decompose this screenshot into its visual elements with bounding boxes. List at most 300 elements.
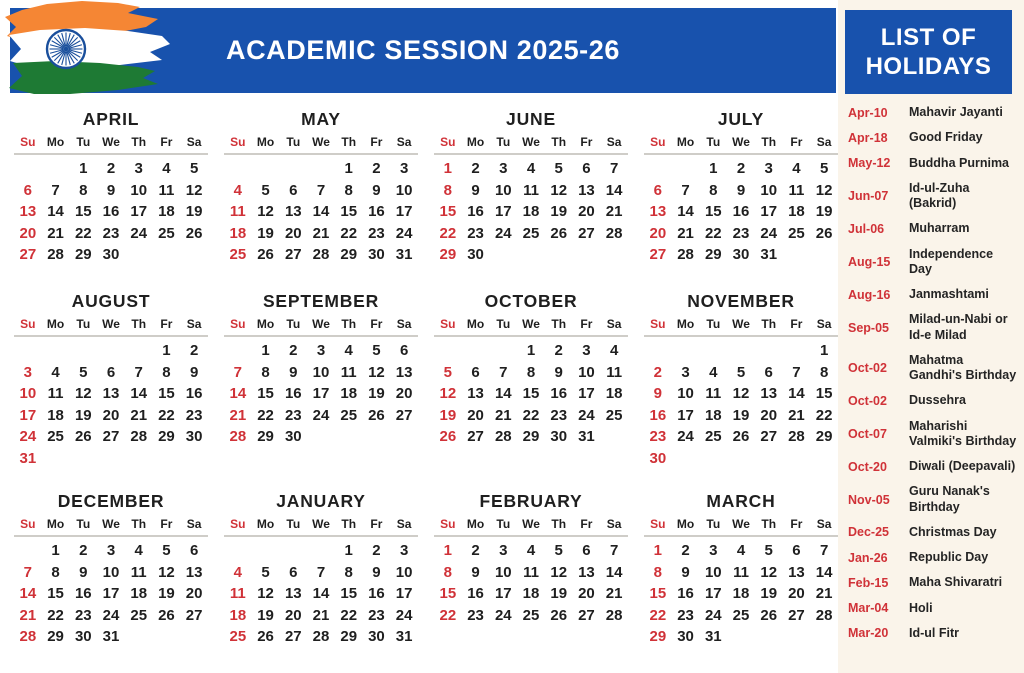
day-cell: 20 <box>649 224 667 242</box>
holiday-name: Buddha Purnima <box>909 155 1010 170</box>
month-calendar <box>428 282 634 482</box>
day-cell: 10 <box>494 563 512 581</box>
day-cell: 28 <box>19 628 37 646</box>
weekday-label: We <box>312 517 330 531</box>
day-cell: 19 <box>732 406 750 424</box>
day-cell: 28 <box>130 428 148 446</box>
day-cell: 13 <box>284 203 302 221</box>
day-cell: 25 <box>522 606 540 624</box>
month-title: APRIL <box>82 109 140 129</box>
empty-day-cell <box>14 158 42 180</box>
day-cell: 13 <box>788 563 805 581</box>
day-cell: 29 <box>74 246 92 264</box>
weekday-label: Mo <box>46 317 65 331</box>
holiday-date: Feb-15 <box>848 575 889 590</box>
day-cell: 23 <box>185 406 203 424</box>
weekday-label: Su <box>230 317 246 331</box>
day-cell: 24 <box>19 428 37 446</box>
month-calendar <box>638 482 844 648</box>
day-cell: 11 <box>340 363 357 381</box>
weekday-label: Su <box>650 135 666 149</box>
day-cell: 14 <box>494 385 512 403</box>
holiday-name: Independence Day <box>909 246 994 276</box>
day-cell: 24 <box>130 224 148 242</box>
weekday-label: Tu <box>496 135 511 149</box>
month-calendar <box>218 282 424 482</box>
day-cell: 12 <box>760 563 778 581</box>
day-cell: 20 <box>788 585 805 603</box>
month-calendar <box>8 482 214 648</box>
day-cell: 24 <box>578 406 595 424</box>
holiday-row <box>848 156 1019 171</box>
day-cell: 11 <box>606 363 623 381</box>
flag-white-stroke <box>9 28 170 68</box>
day-cell: 3 <box>582 342 591 360</box>
day-cell: 14 <box>130 385 148 403</box>
day-cell: 27 <box>760 428 778 446</box>
day-cell: 31 <box>704 628 722 646</box>
day-cell: 21 <box>494 406 512 424</box>
month-title: FEBRUARY <box>479 491 583 511</box>
day-cell: 20 <box>578 203 595 221</box>
day-cell: 3 <box>106 542 116 560</box>
day-cell: 26 <box>815 224 833 242</box>
day-cell: 22 <box>439 606 457 624</box>
holiday-row <box>848 575 1019 590</box>
day-cell: 31 <box>395 628 413 646</box>
day-cell: 17 <box>494 585 512 603</box>
day-cell: 17 <box>102 585 120 603</box>
empty-day-cell <box>644 340 672 362</box>
day-cell: 18 <box>130 585 148 603</box>
day-cell: 19 <box>815 203 833 221</box>
weekday-label: We <box>732 517 750 531</box>
month-title: JANUARY <box>276 491 366 511</box>
day-cell: 5 <box>819 160 829 178</box>
day-cell: 14 <box>605 181 623 199</box>
holiday-row <box>848 105 1019 120</box>
day-cell: 17 <box>677 406 694 424</box>
empty-day-cell <box>42 158 70 180</box>
weekday-row <box>644 317 838 337</box>
weekday-label: Sa <box>606 517 622 531</box>
weekday-label: Su <box>20 135 36 149</box>
day-cell: 11 <box>523 563 539 581</box>
day-cell: 21 <box>19 606 37 624</box>
weekday-label: Fr <box>790 317 803 331</box>
weekday-row <box>14 135 208 155</box>
holiday-name: Maha Shivaratri <box>909 575 1003 590</box>
day-cell: 31 <box>578 428 595 446</box>
holiday-name: Dussehra <box>909 393 966 408</box>
day-cell: 30 <box>185 428 203 446</box>
day-cell: 13 <box>284 585 302 603</box>
weekday-label: Th <box>761 135 777 149</box>
day-cell: 30 <box>732 246 750 264</box>
day-cell: 19 <box>158 585 175 603</box>
month-title: MAY <box>301 109 341 129</box>
day-cell: 26 <box>158 606 175 624</box>
holiday-row <box>848 525 1019 540</box>
day-cell: 18 <box>158 203 175 221</box>
day-cell: 5 <box>736 363 746 381</box>
empty-day-cell <box>14 540 42 562</box>
holiday-name: Christmas Day <box>909 524 997 539</box>
day-cell: 12 <box>550 563 568 581</box>
weekday-label: Mo <box>256 135 275 149</box>
weekday-label: Sa <box>396 135 412 149</box>
day-cell: 25 <box>47 428 64 446</box>
holiday-name: Id-ul Fitr <box>909 625 959 640</box>
day-cell: 23 <box>284 406 302 424</box>
empty-day-cell <box>434 340 462 362</box>
weekday-label: We <box>732 317 750 331</box>
day-cell: 2 <box>289 342 298 360</box>
day-cell: 20 <box>19 224 37 242</box>
weekday-label: We <box>102 135 120 149</box>
day-cell: 28 <box>605 224 623 242</box>
day-cell: 14 <box>19 585 37 603</box>
empty-day-cell <box>42 340 70 362</box>
holiday-name: Milad-un-Nabi or Id-e Milad <box>909 312 1008 342</box>
empty-day-cell <box>14 340 42 362</box>
weekday-label: Th <box>341 135 357 149</box>
weekday-label: Mo <box>256 517 275 531</box>
holiday-date: Dec-25 <box>848 525 889 540</box>
day-cell: 1 <box>79 160 88 178</box>
day-cell: 26 <box>257 246 274 264</box>
day-cell: 7 <box>499 363 508 381</box>
weekday-label: Sa <box>186 317 202 331</box>
weekday-label: Su <box>440 517 456 531</box>
day-cell: 8 <box>51 563 60 581</box>
holidays-title-line1: LIST OF <box>880 23 977 51</box>
day-cell: 25 <box>340 406 358 424</box>
day-cell: 1 <box>261 342 270 360</box>
month-title: OCTOBER <box>484 291 578 311</box>
day-cell: 17 <box>395 203 413 221</box>
weekday-label: Su <box>650 317 666 331</box>
weekday-label: Th <box>551 135 567 149</box>
holiday-name: Republic Day <box>909 550 989 564</box>
day-cell: 2 <box>653 363 663 381</box>
day-cell: 22 <box>439 224 457 242</box>
day-cell: 28 <box>312 628 330 646</box>
empty-day-cell <box>224 158 252 180</box>
day-cell: 20 <box>467 406 484 424</box>
dates-grid <box>644 340 838 469</box>
day-cell: 6 <box>582 160 591 178</box>
day-cell: 23 <box>649 428 667 446</box>
day-cell: 25 <box>522 224 540 242</box>
holiday-date: May-12 <box>848 156 891 171</box>
holiday-row <box>848 601 1019 616</box>
day-cell: 13 <box>760 385 778 403</box>
holiday-date: Oct-20 <box>848 459 887 474</box>
day-cell: 11 <box>47 385 64 403</box>
day-cell: 10 <box>395 181 413 199</box>
month-calendar <box>8 282 214 482</box>
weekday-row <box>434 517 628 537</box>
holiday-name: Mahatma Gandhi's Birthday <box>909 352 1017 382</box>
day-cell: 26 <box>257 628 274 646</box>
day-cell: 10 <box>578 363 595 381</box>
holiday-date: Apr-18 <box>848 130 888 145</box>
day-cell: 18 <box>522 585 540 603</box>
holiday-name: Holi <box>909 600 933 615</box>
day-cell: 5 <box>261 181 270 199</box>
india-flag-icon <box>0 0 182 102</box>
day-cell: 20 <box>395 385 413 403</box>
holiday-name: Muharram <box>909 221 970 236</box>
holiday-row <box>848 626 1019 641</box>
weekday-label: Mo <box>256 317 275 331</box>
day-cell: 27 <box>102 428 120 446</box>
holiday-list <box>838 94 1024 641</box>
day-cell: 11 <box>229 203 246 221</box>
day-cell: 4 <box>162 160 171 178</box>
day-cell: 25 <box>788 224 805 242</box>
day-cell: 31 <box>102 628 120 646</box>
holiday-date: Oct-02 <box>848 393 887 408</box>
day-cell: 18 <box>788 203 805 221</box>
day-cell: 31 <box>19 449 37 467</box>
weekday-label: Fr <box>370 517 383 531</box>
empty-day-cell <box>644 158 672 180</box>
day-cell: 19 <box>550 203 568 221</box>
holidays-title-box <box>845 10 1012 94</box>
day-cell: 16 <box>550 385 568 403</box>
holiday-name: Guru Nanak's Birthday <box>909 484 990 514</box>
weekday-label: Mo <box>466 517 485 531</box>
day-cell: 26 <box>760 606 778 624</box>
dates-grid <box>14 340 208 469</box>
dates-grid <box>14 540 208 648</box>
empty-day-cell <box>224 540 252 562</box>
day-cell: 20 <box>284 224 302 242</box>
day-cell: 28 <box>47 246 64 264</box>
day-cell: 10 <box>677 385 694 403</box>
day-cell: 23 <box>467 606 484 624</box>
day-cell: 12 <box>158 563 175 581</box>
day-cell: 27 <box>395 406 413 424</box>
holiday-date: Oct-07 <box>848 426 887 441</box>
day-cell: 26 <box>368 406 385 424</box>
month-title: SEPTEMBER <box>262 291 380 311</box>
day-cell: 20 <box>102 406 120 424</box>
day-cell: 7 <box>134 363 143 381</box>
day-cell: 25 <box>605 406 623 424</box>
month-calendar <box>638 100 844 282</box>
day-cell: 6 <box>582 542 591 560</box>
day-cell: 12 <box>439 385 457 403</box>
empty-day-cell <box>755 340 783 362</box>
day-cell: 15 <box>439 203 457 221</box>
dates-grid <box>224 158 418 266</box>
month-title: DECEMBER <box>57 491 165 511</box>
day-cell: 17 <box>760 203 778 221</box>
day-cell: 3 <box>709 542 718 560</box>
weekday-label: Su <box>230 135 246 149</box>
day-cell: 24 <box>704 606 722 624</box>
day-cell: 20 <box>284 606 302 624</box>
weekday-label: Su <box>440 135 456 149</box>
day-cell: 30 <box>368 246 385 264</box>
day-cell: 11 <box>229 585 246 603</box>
weekday-label: We <box>102 317 120 331</box>
empty-day-cell <box>224 340 252 362</box>
day-cell: 29 <box>47 628 64 646</box>
day-cell: 30 <box>649 449 667 467</box>
day-cell: 27 <box>185 606 203 624</box>
day-cell: 19 <box>257 224 274 242</box>
day-cell: 11 <box>130 563 147 581</box>
day-cell: 1 <box>709 160 718 178</box>
day-cell: 7 <box>609 160 619 178</box>
day-cell: 12 <box>257 585 274 603</box>
day-cell: 9 <box>653 385 663 403</box>
day-cell: 8 <box>261 363 270 381</box>
day-cell: 22 <box>704 224 722 242</box>
day-cell: 24 <box>760 224 778 242</box>
weekday-label: We <box>732 135 750 149</box>
day-cell: 12 <box>550 181 568 199</box>
month-calendar <box>218 482 424 648</box>
weekday-label: Mo <box>676 135 695 149</box>
day-cell: 21 <box>605 203 623 221</box>
weekday-label: Tu <box>706 317 721 331</box>
day-cell: 18 <box>605 385 623 403</box>
day-cell: 25 <box>704 428 722 446</box>
weekday-label: Tu <box>286 135 301 149</box>
weekday-label: Tu <box>496 317 511 331</box>
weekday-label: Th <box>761 317 777 331</box>
day-cell: 4 <box>609 342 619 360</box>
weekday-label: Mo <box>676 517 695 531</box>
day-cell: 6 <box>23 181 33 199</box>
day-cell: 14 <box>605 563 623 581</box>
holiday-date: Aug-15 <box>848 254 891 269</box>
weekday-label: Th <box>341 517 357 531</box>
month-title: MARCH <box>706 491 776 511</box>
day-cell: 19 <box>439 406 457 424</box>
weekday-label: Mo <box>46 517 65 531</box>
day-cell: 16 <box>677 585 694 603</box>
day-cell: 22 <box>340 606 358 624</box>
holidays-sidebar <box>838 0 1024 673</box>
weekday-label: Tu <box>286 517 301 531</box>
holiday-name: Janmashtami <box>909 287 989 301</box>
month-calendar <box>428 482 634 648</box>
day-cell: 7 <box>51 181 60 199</box>
empty-day-cell <box>279 540 307 562</box>
day-cell: 9 <box>736 181 746 199</box>
day-cell: 14 <box>312 203 330 221</box>
day-cell: 4 <box>134 542 143 560</box>
day-cell: 31 <box>395 246 413 264</box>
day-cell: 21 <box>229 406 247 424</box>
dates-grid <box>434 540 628 626</box>
day-cell: 23 <box>368 224 385 242</box>
day-cell: 3 <box>399 542 409 560</box>
day-cell: 30 <box>677 628 694 646</box>
day-cell: 2 <box>189 342 199 360</box>
holiday-row <box>848 419 1019 450</box>
dates-grid <box>434 340 628 448</box>
day-cell: 4 <box>709 363 718 381</box>
day-cell: 25 <box>229 628 247 646</box>
weekday-row <box>644 517 838 537</box>
weekday-label: We <box>312 317 330 331</box>
day-cell: 25 <box>130 606 148 624</box>
day-cell: 24 <box>494 224 512 242</box>
month-title: JULY <box>717 109 765 129</box>
day-cell: 15 <box>158 385 175 403</box>
day-cell: 10 <box>19 385 37 403</box>
day-cell: 13 <box>102 385 120 403</box>
day-cell: 18 <box>229 224 247 242</box>
empty-day-cell <box>69 340 97 362</box>
day-cell: 8 <box>79 181 88 199</box>
day-cell: 26 <box>439 428 457 446</box>
weekday-label: Sa <box>816 517 832 531</box>
day-cell: 28 <box>677 246 694 264</box>
day-cell: 28 <box>605 606 623 624</box>
day-cell: 16 <box>467 585 484 603</box>
day-cell: 24 <box>494 606 512 624</box>
day-cell: 17 <box>704 585 722 603</box>
day-cell: 21 <box>47 224 64 242</box>
weekday-row <box>434 317 628 337</box>
day-cell: 26 <box>74 428 92 446</box>
weekday-label: Th <box>131 135 147 149</box>
day-cell: 28 <box>494 428 512 446</box>
day-cell: 2 <box>681 542 690 560</box>
weekday-label: Su <box>440 317 456 331</box>
weekday-label: Fr <box>580 517 593 531</box>
day-cell: 13 <box>578 181 595 199</box>
empty-day-cell <box>672 158 700 180</box>
day-cell: 15 <box>47 585 64 603</box>
weekday-label: Th <box>131 517 147 531</box>
weekday-label: Sa <box>186 135 202 149</box>
day-cell: 16 <box>102 203 120 221</box>
day-cell: 2 <box>471 160 480 178</box>
weekday-label: Sa <box>816 135 832 149</box>
day-cell: 29 <box>439 246 457 264</box>
day-cell: 23 <box>74 606 92 624</box>
day-cell: 13 <box>649 203 667 221</box>
day-cell: 10 <box>494 181 512 199</box>
day-cell: 16 <box>467 203 484 221</box>
weekday-label: We <box>522 517 540 531</box>
day-cell: 23 <box>732 224 750 242</box>
day-cell: 6 <box>471 363 480 381</box>
day-cell: 12 <box>74 385 92 403</box>
holiday-row <box>848 181 1019 212</box>
day-cell: 21 <box>605 585 623 603</box>
day-cell: 26 <box>185 224 203 242</box>
holiday-row <box>848 353 1019 384</box>
day-cell: 4 <box>526 542 536 560</box>
day-cell: 9 <box>79 563 88 581</box>
weekday-label: We <box>522 135 540 149</box>
weekday-label: Tu <box>496 517 511 531</box>
day-cell: 14 <box>229 385 247 403</box>
day-cell: 1 <box>653 542 663 560</box>
day-cell: 30 <box>284 428 302 446</box>
weekday-row <box>224 135 418 155</box>
